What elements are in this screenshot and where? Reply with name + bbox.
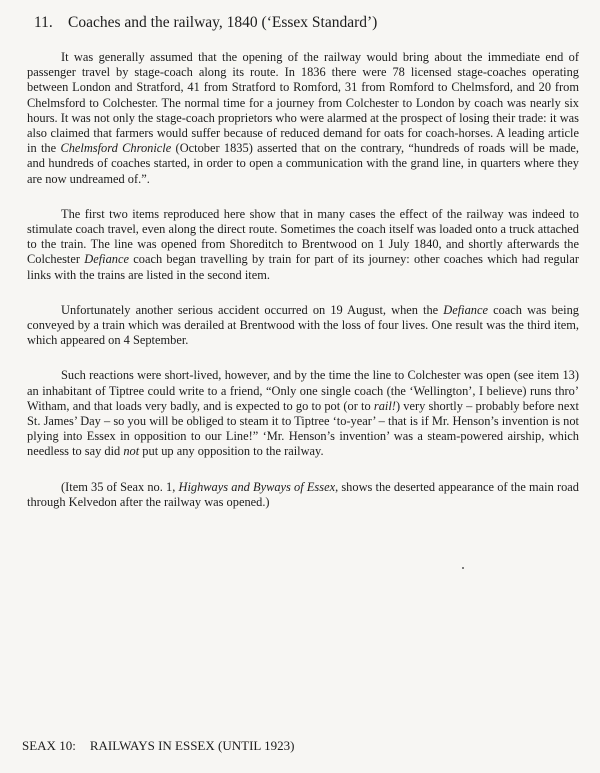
italic-title: Highways and Byways of Essex bbox=[178, 479, 336, 494]
footer-series: SEAX 10: bbox=[22, 738, 76, 753]
page-footer bbox=[22, 738, 294, 754]
italic-title: Chelmsford Chronicle bbox=[60, 141, 172, 156]
paragraph-5 bbox=[27, 480, 579, 510]
text-segment: coach began travelling by train for part of its journey: other coaches which had regular links with the trains are listed in the second item. bbox=[27, 252, 579, 282]
italic-word: not bbox=[123, 444, 140, 459]
body-text bbox=[27, 50, 579, 530]
text-segment: , shows the deserted appearance of the main road through Kelvedon after the railway was opened.) bbox=[27, 479, 579, 509]
text-segment: (Item 35 of Seax no. 1, bbox=[61, 479, 179, 494]
text-segment: put up any opposition to the railway. bbox=[139, 444, 324, 459]
text-segment: Unfortunately another serious accident occurred on 19 August, when the bbox=[61, 302, 444, 317]
italic-name: Defiance bbox=[443, 302, 489, 317]
text-segment: The first two items reproduced here show that in many cases the effect of the railway was indeed to stimulate coach travel, even along the direct route. Sometimes the coach itself was loaded onto a truck attached to the train. The line was opened from Shoreditch to Brentwood on 1 July 1840, and shortly afterwards the Colchester bbox=[27, 206, 579, 267]
item-title: Coaches and the railway, 1840 (‘Essex Standard’) bbox=[68, 14, 378, 31]
item-heading bbox=[34, 13, 377, 33]
paragraph-3 bbox=[27, 303, 579, 349]
text-segment: coach was being conveyed by a train which was derailed at Brentwood with the loss of four lives. One result was the third item, which appeared on 4 September. bbox=[27, 302, 579, 348]
item-number: 11. bbox=[34, 14, 53, 31]
text-segment: It was generally assumed that the opening of the railway would bring about the immediate end of passenger travel by stage-coach along its route. In 1836 there were 78 licensed stage-coaches operating between London and Stratford, 41 from Stratford to Romford, 31 from Romford to Chelmsford, and 20 from Chelmsford to Colchester. The normal time for a journey from Colchester to London by coach was nearly six hours. It was not only the stage-coach proprietors who were alarmed at the prospect of losing their trade: it was also claimed that farmers would suffer because of reduced demand for oats for coach-horses. A leading article in the bbox=[27, 50, 579, 156]
scan-speck bbox=[462, 567, 464, 569]
paragraph-2 bbox=[27, 207, 579, 283]
text-segment: ) very shortly – probably before next St. James’ Day – so you will be obliged to steam it to Tiptree ‘to-year’ – that is if Mr. Henson’s invention is not plying into Essex in opposition to our Line!” ‘Mr. Henson’s invention’ was a steam-powered airship, which needless to say did bbox=[27, 398, 579, 459]
italic-word: rail! bbox=[373, 398, 396, 413]
text-segment: (October 1835) asserted that on the contrary, “hundreds of roads will be made, and hundreds of coaches started, in order to open a communication with the grand line, in quarters where they are now undreamed of.”. bbox=[27, 141, 579, 186]
paragraph-1 bbox=[27, 50, 579, 187]
italic-name: Defiance bbox=[84, 252, 129, 267]
footer-title: RAILWAYS IN ESSEX (UNTIL 1923) bbox=[89, 738, 295, 753]
text-segment: Such reactions were short-lived, however, and by the time the line to Colchester was open (see item 13) an inhabitant of Tiptree could write to a friend, “Only one single coach (the ‘Wellington’, I believe) runs thro’ Witham, and that loads very badly, and is expected to go to pot (or to bbox=[27, 368, 579, 413]
paragraph-4 bbox=[27, 368, 579, 459]
